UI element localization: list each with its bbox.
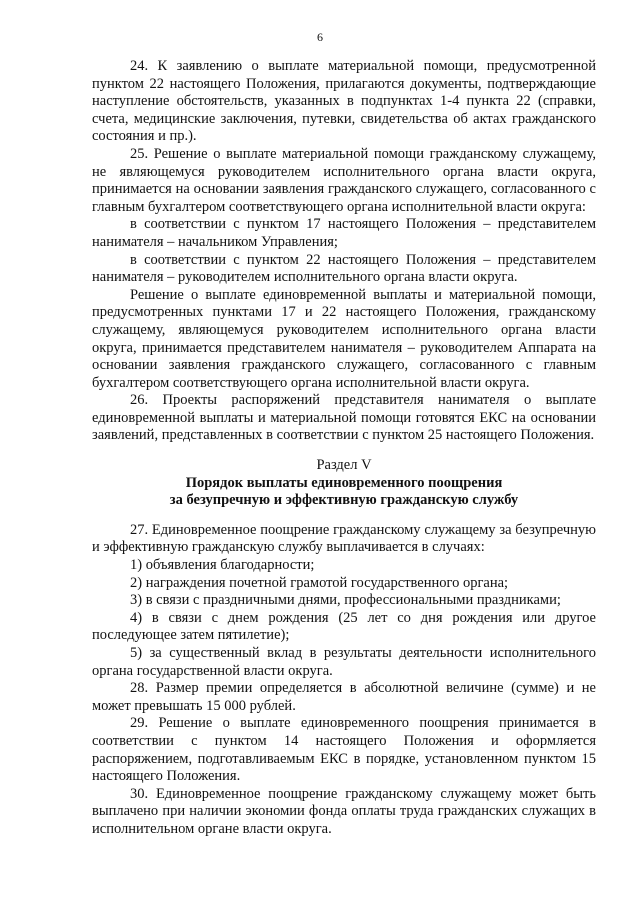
paragraph-27: 27. Единовременное поощрение гражданскому служащему за безупречную и эффективную гражданскую службу выплачивается в случаях: [92, 521, 596, 556]
paragraph-24: 24. К заявлению о выплате материальной помощи, предусмотренной пунктом 22 настоящего Положения, прилагаются документы, подтверждающие наступление обстоятельств, указанных в подпунктах 1-4 пункта 22 (справки, счета, медицинские заключения, путевки, свидетельства об актах гражданского состояния и пр.). [92, 58, 596, 145]
paragraph-27-item-1: 1) объявления благодарности; [130, 557, 315, 574]
paragraph-25-item-17: в соответствии с пунктом 17 настоящего Положения – представителем нанимателя – начальником Управления; [92, 216, 596, 250]
section-heading-line-1: Порядок выплаты единовременного поощрения [185, 474, 503, 491]
paragraph-27-item-3: 3) в связи с праздничными днями, профессиональными праздниками; [130, 592, 561, 609]
section-title: Раздел V [316, 457, 372, 474]
paragraph-25-head-decision: Решение о выплате единовременной выплаты и материальной помощи, предусмотренных пунктами 17 и 22 настоящего Положения, гражданскому служащему, являющемуся руководителем исполнительного органа власти округа, принимается представителем нанимателя – руководителем Аппарата на основании заявления гражданского служащего, согласованного с главным бухгалтером соответствующего органа исполнительной власти округа. [92, 286, 596, 391]
page-number: 6 [317, 30, 323, 44]
spacer [92, 445, 596, 457]
paragraph-30: 30. Единовременное поощрение гражданскому служащему может быть выплачено при наличии экономии фонда оплаты труда гражданских служащих в исполнительном органе власти округа. [92, 785, 596, 837]
paragraph-27-item-4: 4) в связи с днем рождения (25 лет со дня рождения или другое последующее затем пятилетие); [92, 609, 596, 644]
section-heading-line-2: за безупречную и эффективную гражданскую службу [169, 492, 519, 509]
paragraph-26: 26. Проекты распоряжений представителя нанимателя о выплате единовременной выплаты и материальной помощи готовятся ЕКС на основании заявлений, представленных в соответствии с пунктом 25 настоящего Положения. [92, 392, 596, 444]
paragraph-27-item-2: 2) награждения почетной грамотой государственного органа; [130, 574, 509, 591]
paragraph-29: 29. Решение о выплате единовременного поощрения принимается в соответствии с пунктом 14 настоящего Положения и оформляется распоряжением, подготавливаемым ЕКС в порядке, установленном пунктом 15 настоящего Положения. [92, 715, 596, 785]
paragraph-27-item-5: 5) за существенный вклад в результаты деятельности исполнительного органа государственной власти округа. [92, 645, 596, 679]
paragraph-25-item-22: в соответствии с пунктом 22 настоящего Положения – представителем нанимателя – руководителем исполнительного органа власти округа. [92, 251, 596, 286]
spacer [92, 510, 596, 522]
paragraph-28: 28. Размер премии определяется в абсолютной величине (сумме) и не может превышать 15 000 рублей. [92, 680, 596, 714]
paragraph-25: 25. Решение о выплате материальной помощи гражданскому служащему, не являющемуся руководителем исполнительного органа власти округа, принимается на основании заявления гражданского служащего, согласованного с главным бухгалтером соответствующего органа исполнительной власти округа: [92, 145, 596, 215]
